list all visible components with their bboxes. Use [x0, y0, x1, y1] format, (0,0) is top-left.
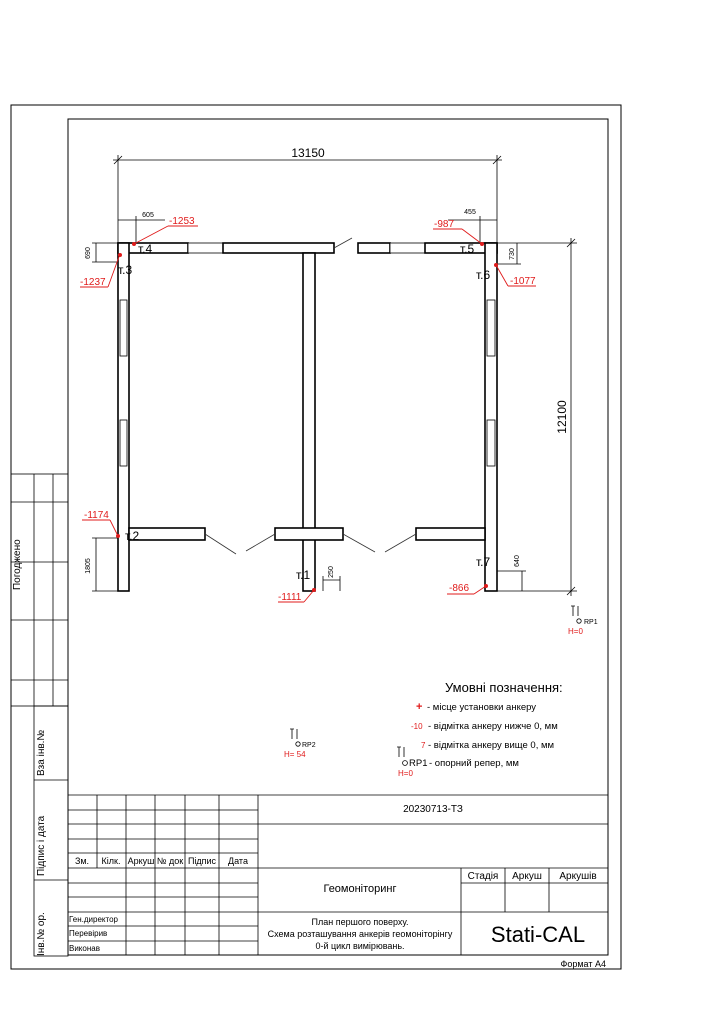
anchor-value-4: -1253 [169, 216, 195, 227]
dim-640: 640 [514, 555, 521, 567]
tb-header-data: Дата [228, 856, 248, 866]
anchor-value-2: -1174 [84, 510, 109, 521]
anchor-label-2: т.2 [125, 529, 140, 543]
dim-730: 730 [509, 248, 516, 260]
approved-label: Погоджено [12, 539, 23, 590]
benchmark-rp1-h: H=0 [568, 627, 583, 636]
benchmark-rp2-icon [290, 729, 300, 746]
legend-symbol-rp: RP1 [409, 758, 428, 769]
benchmark-rp2-h: H= 54 [284, 750, 306, 759]
anchor-marker-1 [312, 588, 316, 592]
tb-header-zm: Зм. [74, 856, 90, 866]
anchor-marker-4 [132, 242, 136, 246]
inv-orig-label: Інв.№ ор. [36, 912, 47, 956]
dim-1805: 1805 [85, 558, 92, 574]
anchor-label-7: т.7 [476, 555, 491, 569]
dim-605: 605 [142, 212, 154, 219]
floor-plan-walls [118, 243, 497, 591]
legend-benchmark-icon [397, 747, 407, 765]
anchor-label-6: т.6 [476, 268, 491, 282]
legend-title: Умовні позначення: [445, 680, 563, 695]
anchor-marker-6 [494, 263, 498, 267]
doc-code: 20230713-ТЗ [403, 804, 463, 815]
stage-header: Стадія [467, 871, 499, 882]
legend-symbol-above: 7 [421, 741, 426, 750]
inv-replace-label: Вза інв.№ [36, 729, 47, 776]
company-name: Stati-CAL [490, 922, 586, 947]
anchor-value-1: -1111 [278, 592, 302, 603]
project-name: Геомоніторинг [323, 883, 397, 895]
anchor-value-3: -1237 [80, 277, 106, 288]
tb-header-doc: № док [156, 856, 184, 866]
legend-rp-h: H=0 [398, 769, 413, 778]
legend-text-below: - відмітка анкеру нижче 0, мм [428, 721, 558, 732]
benchmark-rp2-name: RP2 [302, 742, 316, 749]
legend-text-rp: - опорний репер, мм [429, 758, 519, 769]
anchor-value-5: -987 [434, 219, 455, 230]
signature-date-label: Підпис і дата [36, 815, 47, 876]
sheet-header: Аркуш [512, 871, 542, 882]
anchor-marker-3 [118, 253, 122, 257]
benchmark-rp1-name: RP1 [584, 619, 598, 626]
anchor-marker-2 [116, 534, 120, 538]
anchor-marker-5 [480, 242, 484, 246]
anchor-value-7: -866 [449, 583, 470, 594]
sheets-header: Аркушів [559, 871, 597, 882]
dim-690: 690 [85, 247, 92, 259]
tb-header-kilk: Кілк. [101, 856, 121, 866]
role-checked: Перевірив [69, 929, 108, 938]
anchor-label-4: т.4 [138, 242, 153, 256]
legend-symbol-below: -10 [411, 722, 423, 731]
overall-width-dim: 13150 [291, 146, 325, 160]
legend-text-anchor: - місце установки анкеру [427, 702, 537, 713]
tb-header-arkush: Аркуш [127, 856, 155, 866]
dim-250: 250 [328, 566, 335, 578]
description-line-3: 0-й цикл вимірювань. [315, 941, 405, 951]
description-line-1: План першого поверху. [311, 917, 409, 927]
tb-header-pidpys: Підпис [187, 856, 217, 866]
anchor-label-5: т.5 [460, 242, 475, 256]
role-gen-director: Ген.директор [69, 915, 118, 924]
anchor-marker-7 [484, 584, 488, 588]
legend-text-above: - відмітка анкеру вище 0, мм [428, 740, 555, 751]
anchor-value-6: -1077 [510, 276, 536, 287]
sheet-format: Формат А4 [560, 959, 606, 969]
anchor-label-3: т.3 [118, 263, 133, 277]
overall-height-dim: 12100 [555, 400, 569, 434]
dim-455: 455 [464, 209, 476, 216]
role-performed: Виконав [69, 944, 100, 953]
anchor-label-1: т.1 [296, 568, 311, 582]
legend-symbol-anchor: + [416, 701, 423, 713]
benchmark-rp1-icon [571, 606, 581, 623]
description-line-2: Схема розташування анкерів геомоніторінгу [267, 929, 453, 939]
